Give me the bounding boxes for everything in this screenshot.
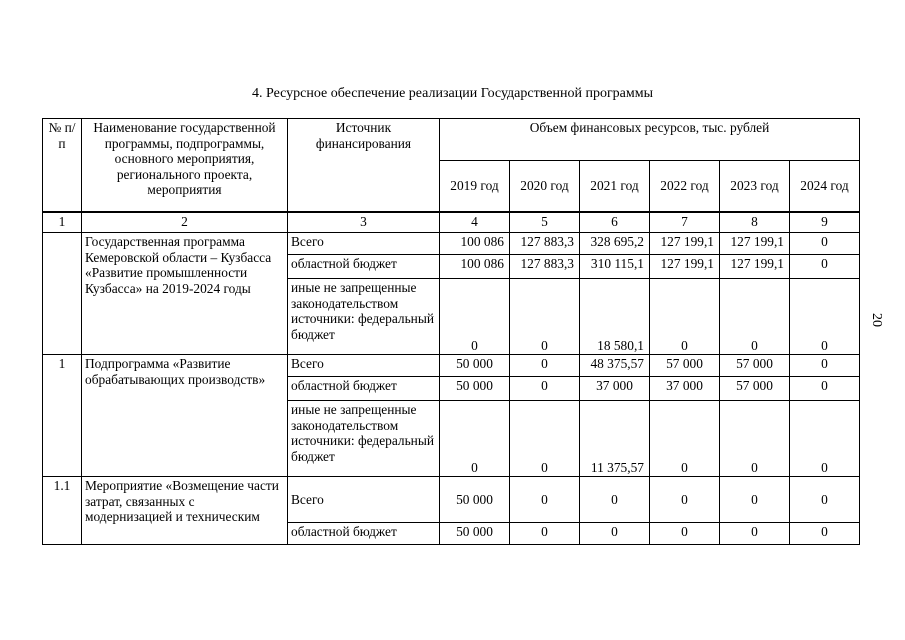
row-num: [43, 233, 82, 355]
value-cell: 37 000: [650, 377, 720, 401]
value-cell: 0: [510, 523, 580, 545]
value-cell: 0: [650, 523, 720, 545]
value-cell: 310 115,1: [580, 255, 650, 279]
value-cell: 18 580,1: [580, 279, 650, 355]
value-cell: 11 375,57: [580, 401, 650, 477]
value-cell: 57 000: [650, 355, 720, 377]
value-cell: 0: [650, 477, 720, 523]
value-cell: 0: [720, 523, 790, 545]
row-name: Подпрограмма «Развитие обрабатывающих производств»: [82, 355, 288, 477]
row-source: областной бюджет: [288, 255, 440, 279]
value-cell: 48 375,57: [580, 355, 650, 377]
index-cell: 1: [43, 212, 82, 233]
header-year: 2023 год: [720, 161, 790, 212]
value-cell: 0: [790, 255, 860, 279]
value-cell: 50 000: [440, 477, 510, 523]
value-cell: 100 086: [440, 255, 510, 279]
value-cell: 0: [790, 279, 860, 355]
value-cell: 57 000: [720, 377, 790, 401]
value-cell: 0: [650, 401, 720, 477]
resource-table: [42, 118, 860, 545]
value-cell: 127 199,1: [720, 233, 790, 255]
value-cell: 0: [510, 279, 580, 355]
header-year: 2021 год: [580, 161, 650, 212]
table-row: [43, 355, 860, 377]
index-cell: 7: [650, 212, 720, 233]
value-cell: 0: [580, 477, 650, 523]
value-cell: 0: [510, 377, 580, 401]
row-source: областной бюджет: [288, 377, 440, 401]
value-cell: 0: [720, 279, 790, 355]
index-cell: 3: [288, 212, 440, 233]
row-num: 1: [43, 355, 82, 477]
value-cell: 0: [510, 401, 580, 477]
index-cell: 4: [440, 212, 510, 233]
value-cell: 0: [790, 377, 860, 401]
row-source: Всего: [288, 477, 440, 523]
page-title: 4. Ресурсное обеспечение реализации Государственной программы: [251, 86, 654, 101]
value-cell: 328 695,2: [580, 233, 650, 255]
value-cell: 127 199,1: [720, 255, 790, 279]
value-cell: 50 000: [440, 355, 510, 377]
row-source: областной бюджет: [288, 523, 440, 545]
page-number: 20: [869, 313, 884, 327]
value-cell: 0: [720, 477, 790, 523]
header-year: 2020 год: [510, 161, 580, 212]
header-source: Источник финансирования: [288, 119, 440, 212]
value-cell: 0: [790, 477, 860, 523]
value-cell: 50 000: [440, 523, 510, 545]
index-cell: 6: [580, 212, 650, 233]
value-cell: 100 086: [440, 233, 510, 255]
row-num: 1.1: [43, 477, 82, 545]
value-cell: 127 199,1: [650, 255, 720, 279]
value-cell: 0: [720, 401, 790, 477]
row-source: Всего: [288, 355, 440, 377]
value-cell: 0: [790, 233, 860, 255]
value-cell: 127 883,3: [510, 233, 580, 255]
header-num: № п/п: [43, 119, 82, 212]
value-cell: 0: [440, 279, 510, 355]
value-cell: 50 000: [440, 377, 510, 401]
index-cell: 2: [82, 212, 288, 233]
row-name: Государственная программа Кемеровской области – Кузбасса «Развитие промышленности Кузбасса» на 2019-2024 годы: [82, 233, 288, 355]
header-name: Наименование государственной программы, подпрограммы, основного мероприятия, регионального проекта, мероприятия: [82, 119, 288, 212]
row-source: иные не запрещенные законодательством источники: федеральный бюджет: [288, 401, 440, 477]
value-cell: 127 199,1: [650, 233, 720, 255]
row-name: Мероприятие «Возмещение части затрат, связанных с модернизацией и техническим: [82, 477, 288, 545]
value-cell: 0: [440, 401, 510, 477]
index-cell: 9: [790, 212, 860, 233]
value-cell: 0: [510, 477, 580, 523]
table-row: [43, 233, 860, 255]
header-year: 2019 год: [440, 161, 510, 212]
row-source: иные не запрещенные законодательством источники: федеральный бюджет: [288, 279, 440, 355]
index-cell: 5: [510, 212, 580, 233]
value-cell: 0: [790, 401, 860, 477]
value-cell: 57 000: [720, 355, 790, 377]
header-volume: Объем финансовых ресурсов, тыс. рублей: [440, 119, 860, 161]
value-cell: 37 000: [580, 377, 650, 401]
value-cell: 0: [580, 523, 650, 545]
value-cell: 0: [790, 523, 860, 545]
value-cell: 0: [650, 279, 720, 355]
value-cell: 127 883,3: [510, 255, 580, 279]
value-cell: 0: [790, 355, 860, 377]
row-source: Всего: [288, 233, 440, 255]
table-row: [43, 477, 860, 523]
header-year: 2024 год: [790, 161, 860, 212]
index-cell: 8: [720, 212, 790, 233]
header-year: 2022 год: [650, 161, 720, 212]
value-cell: 0: [510, 355, 580, 377]
